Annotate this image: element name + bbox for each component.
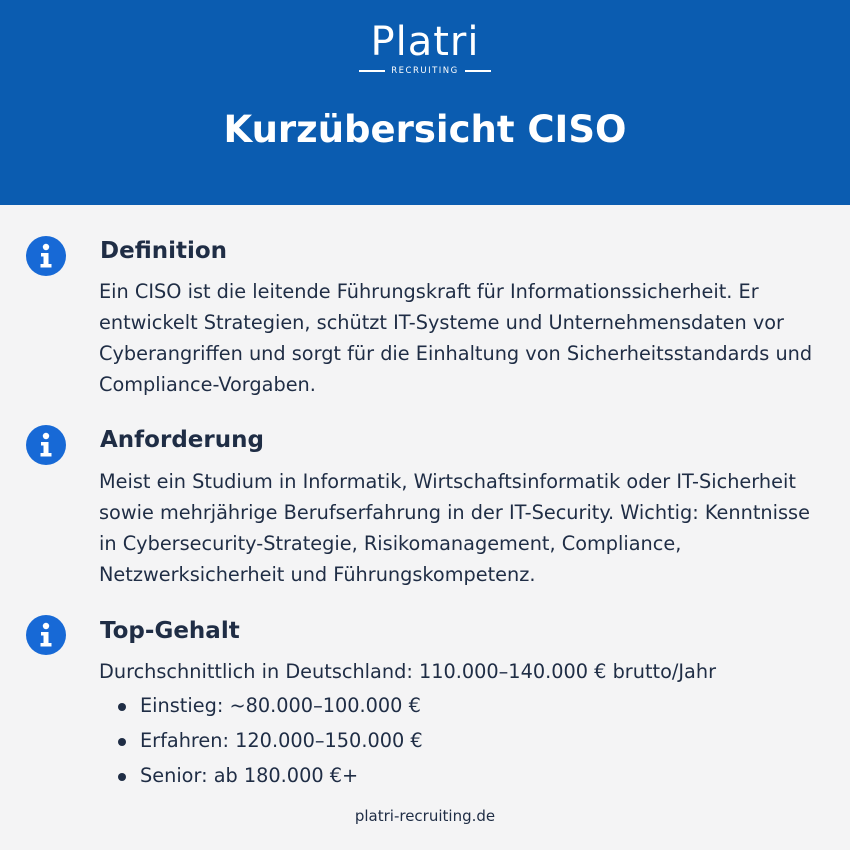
page-title: Kurzübersicht CISO <box>223 108 627 151</box>
logo-tagline: RECRUITING <box>391 66 459 76</box>
info-icon <box>25 614 67 656</box>
section-title: Anforderung <box>100 427 264 453</box>
info-icon <box>25 235 67 277</box>
logo-divider-left <box>359 70 385 72</box>
section-title: Top-Gehalt <box>100 618 240 644</box>
footer-url: platri-recruiting.de <box>354 807 496 825</box>
logo-tagline-row <box>0 66 850 76</box>
section-body: Ein CISO ist die leitende Führungskraft für Informationssicherheit. Er entwickelt Strategien, schützt IT-Systeme und Unternehmensdaten vor Cyberangriffen und sorgt für die Einhaltung von Sicherheitsstandards und Compliance-Vorgaben. <box>99 280 813 396</box>
logo-wordmark: Platri <box>370 19 480 65</box>
section-body: Durchschnittlich in Deutschland: 110.000–140.000 € brutto/Jahr <box>99 660 717 683</box>
logo <box>0 20 850 76</box>
section-body: Meist ein Studium in Informatik, Wirtschaftsinformatik oder IT-Sicherheit sowie mehrjährige Berufserfahrung in der IT-Security. Wichtig: Kenntnisse in Cybersecurity-Strategie, Risikomanagement, Compliance, Netzwerksicherheit und Führungskompetenz. <box>99 470 810 586</box>
logo-divider-right <box>465 70 491 72</box>
list-item: Erfahren: 120.000–150.000 € <box>118 723 423 758</box>
section-title: Definition <box>100 238 228 264</box>
list-item: Einstieg: ~80.000–100.000 € <box>118 688 423 723</box>
list-item: Senior: ab 180.000 €+ <box>118 758 423 793</box>
info-icon <box>25 424 67 466</box>
salary-list <box>118 688 423 793</box>
header <box>0 0 850 205</box>
